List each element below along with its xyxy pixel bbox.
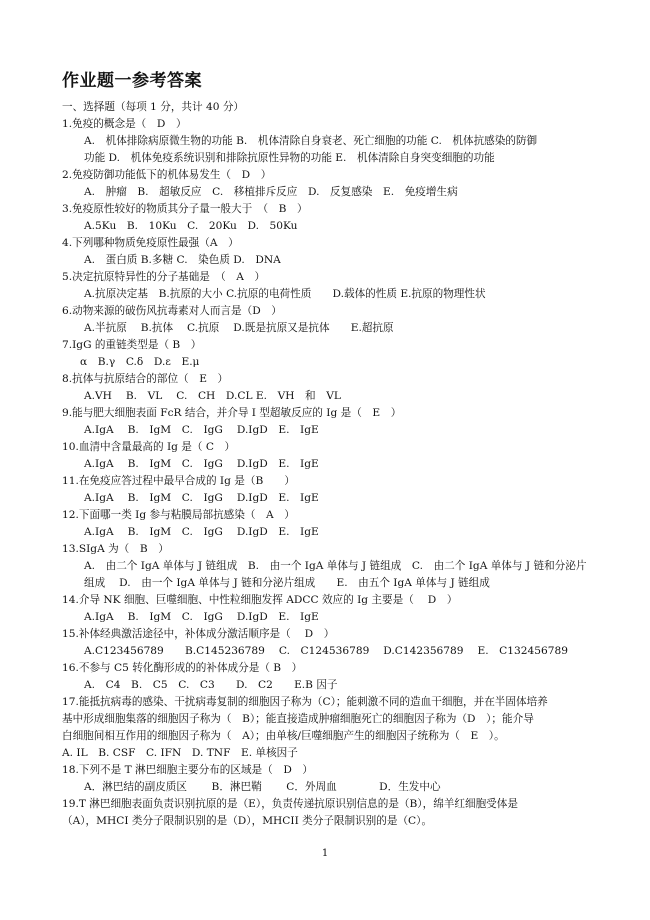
question-line: 2.免疫防御功能低下的机体易发生（ D ） (62, 169, 272, 181)
question-line: 14.介导 NK 细胞、巨噬细胞、中性粒细胞发挥 ADCC 效应的 Ig 主要是（ D ） (62, 594, 458, 606)
question-line: 5.决定抗原特异性的分子基础是 （ A ） (62, 271, 266, 283)
option-line: 组成 D. 由一个 IgA 单体与 J 链和分泌片组成 E. 由五个 IgA 单体与 J 链组成 (84, 577, 490, 589)
section-heading: 一、选择题（每项 1 分，共计 40 分） (62, 101, 245, 113)
option-line: A.抗原决定基 B.抗原的大小 C.抗原的电荷性质 D.载体的性质 E.抗原的物理性状 (84, 288, 486, 300)
option-line: A. 肿瘤 B. 超敏反应 C. 移植排斥反应 D. 反复感染 E. 免疫增生病 (84, 186, 458, 198)
option-line: A.VH B. VL C. CH D.CL E. VH 和 VL (84, 390, 341, 402)
option-line: A. 机体排除病原微生物的功能 B. 机体清除自身衰老、死亡细胞的功能 C. 机体抗感染的防御 (84, 135, 538, 147)
question-line: 基中形成细胞集落的细胞因子称为（ B）；能直接造成肿瘤细胞死亡的细胞因子称为（D ）；能介导 (62, 713, 534, 725)
option-line: A.IgA B. IgM C. IgG D.IgD E. IgE (84, 458, 319, 470)
question-line: 11.在免疫应答过程中最早合成的 Ig 是（B ） (62, 475, 296, 487)
question-line: 18.下列不是 T 淋巴细胞主要分布的区域是（ D ） (62, 764, 314, 776)
option-line: A.IgA B. IgM C. IgG D.IgD E. IgE (84, 424, 319, 436)
option-line: α B.γ C.δ D.ε E.μ (80, 356, 200, 368)
page-title: 作业题一参考答案 (62, 71, 202, 91)
question-line: 12.下面哪一类 Ig 参与粘膜局部抗感染（ A ） (62, 509, 295, 521)
question-line: 17.能抵抗病毒的感染、干扰病毒复制的细胞因子称为（C）；能刺激不同的造血干细胞，并在半固体培养 (62, 696, 548, 708)
question-line: 8.抗体与抗原结合的部位（ E ） (62, 373, 229, 385)
question-line: 3.免疫原性较好的物质其分子量一般大于 （ B ） (62, 203, 308, 215)
question-line: 4.下列哪种物质免疫原性最强（A ） (62, 237, 239, 249)
question-line: 10.血清中含量最高的 Ig 是（ C ） (62, 441, 236, 453)
question-line: 16.不参与 C5 转化酶形成的的补体成分是（ B ） (62, 662, 303, 674)
option-line: A. 由二个 IgA 单体与 J 链组成 B. 由一个 IgA 单体与 J 链组成 C. 由二个 IgA 单体与 J 链和分泌片 (84, 560, 587, 572)
question-line: 13.SIgA 为（ B ） (62, 543, 169, 555)
question-line: 1.免疫的概念是（ D ） (62, 118, 187, 130)
option-line: A. 蛋白质 B.多糖 C. 染色质 D. DNA (84, 254, 281, 266)
option-line: A. IL B. CSF C. IFN D. TNF E. 单核因子 (62, 747, 298, 759)
option-line: A.IgA B. IgM C. IgG D.IgD E. IgE (84, 611, 319, 623)
question-line: 7.IgG 的重链类型是（ B ） (62, 339, 202, 351)
option-line: A.半抗原 B.抗体 C.抗原 D.既是抗原又是抗体 E.超抗原 (84, 322, 394, 334)
option-line: A.C123456789 B.C145236789 C. C124536789 D.C142356789 E. C132456789 (84, 645, 568, 657)
question-line: 白细胞间相互作用的细胞因子称为（ A）；由单核/巨噬细胞产生的细胞因子统称为（ E ）。 (62, 730, 505, 742)
option-line: 功能 D. 机体免疫系统识别和排除抗原性异物的功能 E. 机体清除自身突变细胞的功能 (84, 152, 495, 164)
question-line: 15.补体经典激活途径中，补体成分激活顺序是（ D ） (62, 628, 335, 640)
question-line: 9.能与肥大细胞表面 FcR 结合，并介导 I 型超敏反应的 Ig 是（ E ） (62, 407, 402, 419)
option-line: A. C4 B. C5 C. C3 D. C2 E.B 因子 (84, 679, 338, 691)
question-line: 19.T 淋巴细胞表面负责识别抗原的是（E），负责传递抗原识别信息的是（B），绵羊红细胞受体是 (62, 798, 518, 810)
option-line: A．淋巴结的副皮质区 B．淋巴鞘 C．外周血 D．生发中心 (84, 781, 441, 793)
option-line: A.IgA B. IgM C. IgG D.IgD E. IgE (84, 492, 319, 504)
option-line: A.5Ku B. 10Ku C. 20Ku D. 50Ku (84, 220, 298, 232)
option-line: A.IgA B. IgM C. IgG D.IgD E. IgE (84, 526, 319, 538)
question-line: 6.动物来源的破伤风抗毒素对人而言是（D ） (62, 305, 282, 317)
question-line: （A），MHCI 类分子限制识别的是（D），MHCII 类分子限制识别的是（C）。 (62, 815, 433, 827)
page-number: 1 (321, 848, 329, 859)
